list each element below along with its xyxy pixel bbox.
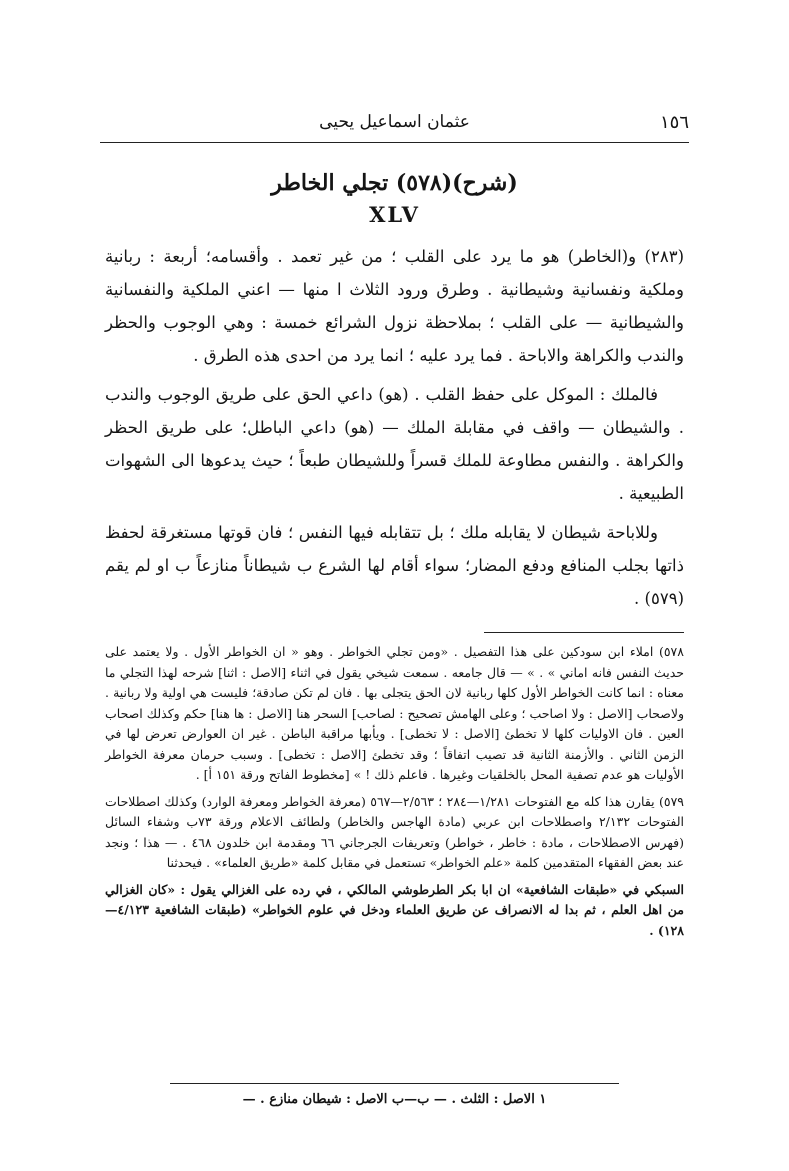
page-header [100, 110, 689, 140]
page-number: ١٥٦ [659, 112, 689, 133]
variant-rule [170, 1083, 619, 1084]
variant-reading-note: ١ الاصل : الثلث . — ب—ب الاصل : شيطان منازع . — [242, 1092, 547, 1107]
footnotes [105, 642, 684, 947]
paragraph-permissibility: وللاباحة شيطان لا يقابله ملك ؛ بل تتقابله فيها النفس ؛ فان قوتها مستغرقة لحفظ ذاتها بجلب المنافع ودفع المضار؛ سواء أقام لها الشرع ب شيطاناً منازعاً ب او لم يقم (٥٧٩) . [105, 523, 684, 608]
paragraph-283: (٢٨٣) و(الخاطر) هو ما يرد على القلب ؛ من غير تعمد . وأقسامه؛ أربعة : ربانية وملكية ونفسانية وشيطانية . وطرق ورود الثلاث ا منها — اعني الملكية والنفسانية والشيطانية — على القلب ؛ بملاحظة نزول الشرائع خمسة : وهي الوجوب والحظر والندب والكراهة والاباحة . فما يرد عليه ؛ انما يرد من احدى هذه الطرق . [105, 247, 684, 365]
paragraph-angel: فالملك : الموكل على حفظ القلب . (هو) داعي الحق على طريق الوجوب والندب . والشيطان — واقف في مقابلة الملك — (هو) داعي الباطل؛ على طريق الحظر والكراهة . والنفس مطاوعة للملك قسراً وللشيطان طبعاً ؛ حيث يدعوها الى الشهوات الطبيعية . [105, 385, 684, 503]
header-rule [100, 142, 689, 143]
running-head: عثمان اسماعيل يحيى [319, 112, 470, 132]
section-number: XLV [369, 202, 420, 227]
footnote-rule [484, 632, 684, 633]
footnote-579-continued: السبكي في «طبقات الشافعية» ان ابا بكر الطرطوشي المالكي ، في رده على الغزالي يقول : «كان الغزالي من اهل العلم ، ثم بدا له الانصراف عن طريق العلماء ودخل في علوم الخواطر» (طبقات الشافعية ٤/١٢٣—١٢٨) . [105, 881, 684, 938]
footnote-578: ٥٧٨) املاء ابن سودكين على هذا التفصيل . «ومن تجلي الخواطر . وهو « ان الخواطر الأول . ولا يعتمد على حديث النفس فانه اماني » . » — قال جامعه . سمعت شيخي يقول في اثناء [الاصل : اثنا] شرحه لهذا التجلي ما معناه : انما كانت الخواطر الأول كلها ربانية لان الحق يتجلى بها . فان لم تكن صادقة؛ فليست هي اولية ولا ربانية . ولاصحاب [الاصل : ولا اصاحب ؛ وعلى الهامش تصحيح : لصاحب] السحر هنا [الاصل : ها هنا] حكم وكذلك اصحاب العين . فان الاوليات كلها لا تخطئ [الاصل : لا تخطى] . ويأبها مراقبة الباطن . غير ان العوارض تعرض لها في الزمن الثاني . والأزمنة الثانية قد تصيب اتفاقاً ؛ وقد تخطئ [الاصل : تخطى] . وسبب حرمان معرفة الخواطر الأوليات هو عدم تصفية المحل بالخلقيات وغيرها . فاعلم ذلك ! » [مخطوط الفاتح ورقة ١٥١ أ] . [105, 644, 684, 782]
footnote-579: ٥٧٩) يقارن هذا كله مع الفتوحات ١/٢٨١—٢٨٤ ؛ ٢/٥٦٣—٥٦٧ (معرفة الخواطر ومعرفة الوارد) وكذلك اصطلاحات الفتوحات ٢/١٣٢ واصطلاحات ابن عربي (مادة الهاجس والخاطر) ولطائف الاعلام ورقة ٧٣ب وشفاء السائل (فهرس الاصطلاحات ، مادة : خاطر ، خواطر) وتعريفات الجرجاني ٦٦ ومقدمة ابن خلدون ٤٦٨ . — هذا ؛ ونجد عند بعض الفقهاء المتقدمين كلمة «علم الخواطر» تستعمل في مقابل كلمة «طريق العلماء» . فيحدثنا [105, 793, 685, 870]
main-text [105, 240, 684, 621]
section-title: (شرح)(٥٧٨) تجلي الخاطر [271, 170, 518, 196]
